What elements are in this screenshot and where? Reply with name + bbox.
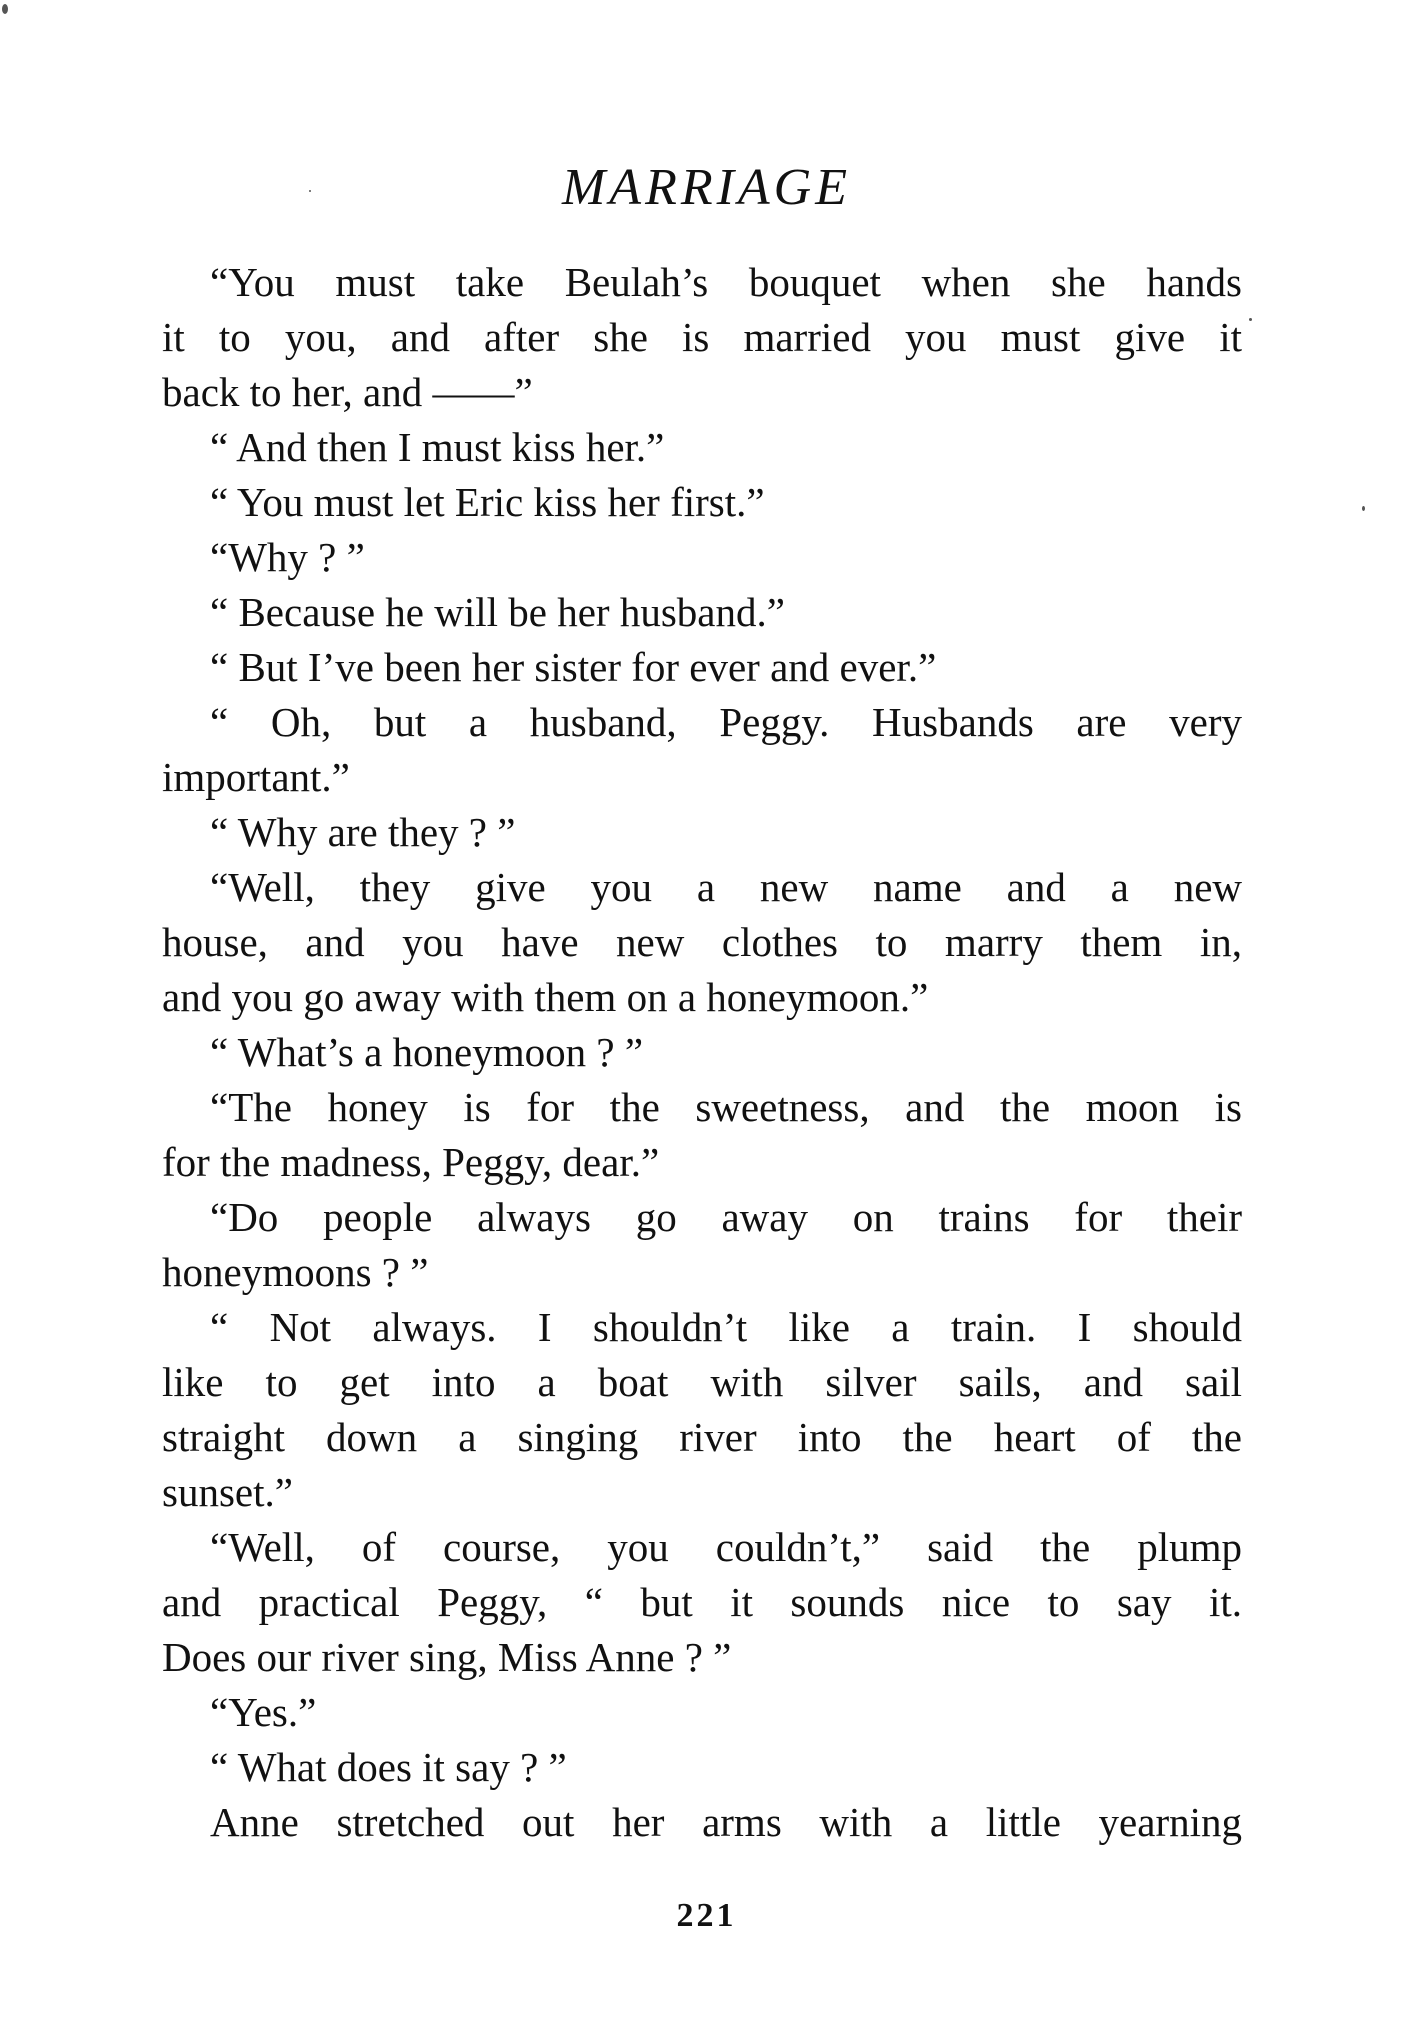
text-line: “ And then I must kiss her.”: [210, 424, 665, 470]
page-number: 221: [676, 1897, 737, 1934]
text-line: house, and you have new clothes to marry them in,: [162, 919, 1242, 965]
text-line: “ You must let Eric kiss her first.”: [210, 479, 765, 525]
text-line: “ What’s a honeymoon ? ”: [210, 1029, 644, 1075]
scan-speck: [1249, 318, 1252, 321]
text-line: “ Because he will be her husband.”: [210, 589, 785, 635]
text-line: it to you, and after she is married you must give it: [162, 314, 1242, 360]
text-line: honeymoons ? ”: [162, 1249, 429, 1295]
text-line: “The honey is for the sweetness, and the moon is: [210, 1084, 1242, 1130]
text-line: and practical Peggy, “ but it sounds nice to say it.: [162, 1579, 1242, 1625]
text-line: back to her, and ——”: [162, 369, 533, 415]
text-line: “ But I’ve been her sister for ever and ever.”: [210, 644, 937, 690]
text-line: “ What does it say ? ”: [210, 1744, 567, 1790]
text-line: and you go away with them on a honeymoon.”: [162, 974, 929, 1020]
text-line: “Why ? ”: [210, 534, 365, 580]
text-line: for the madness, Peggy, dear.”: [162, 1139, 660, 1185]
body-text: [162, 255, 1242, 1850]
text-line: sunset.”: [162, 1469, 293, 1515]
scan-speck: [309, 190, 311, 192]
text-line: “Well, they give you a new name and a new: [210, 864, 1242, 910]
text-line: “Yes.”: [210, 1689, 317, 1735]
text-line: important.”: [162, 754, 350, 800]
text-line: straight down a singing river into the heart of the: [162, 1414, 1242, 1460]
text-line: “Do people always go away on trains for their: [210, 1194, 1242, 1240]
running-head: MARRIAGE: [561, 159, 851, 216]
text-line: like to get into a boat with silver sails, and sail: [162, 1359, 1242, 1405]
scan-speck: [2, 4, 8, 14]
text-line: Anne stretched out her arms with a little yearning: [210, 1799, 1242, 1845]
scan-speck: [1362, 506, 1365, 511]
text-line: “You must take Beulah’s bouquet when she hands: [210, 259, 1242, 305]
text-line: “ Oh, but a husband, Peggy. Husbands are very: [210, 699, 1242, 745]
text-line: “ Not always. I shouldn’t like a train. I should: [210, 1304, 1242, 1350]
text-line: “Well, of course, you couldn’t,” said the plump: [210, 1524, 1242, 1570]
text-line: “ Why are they ? ”: [210, 809, 516, 855]
text-line: Does our river sing, Miss Anne ? ”: [162, 1634, 732, 1680]
